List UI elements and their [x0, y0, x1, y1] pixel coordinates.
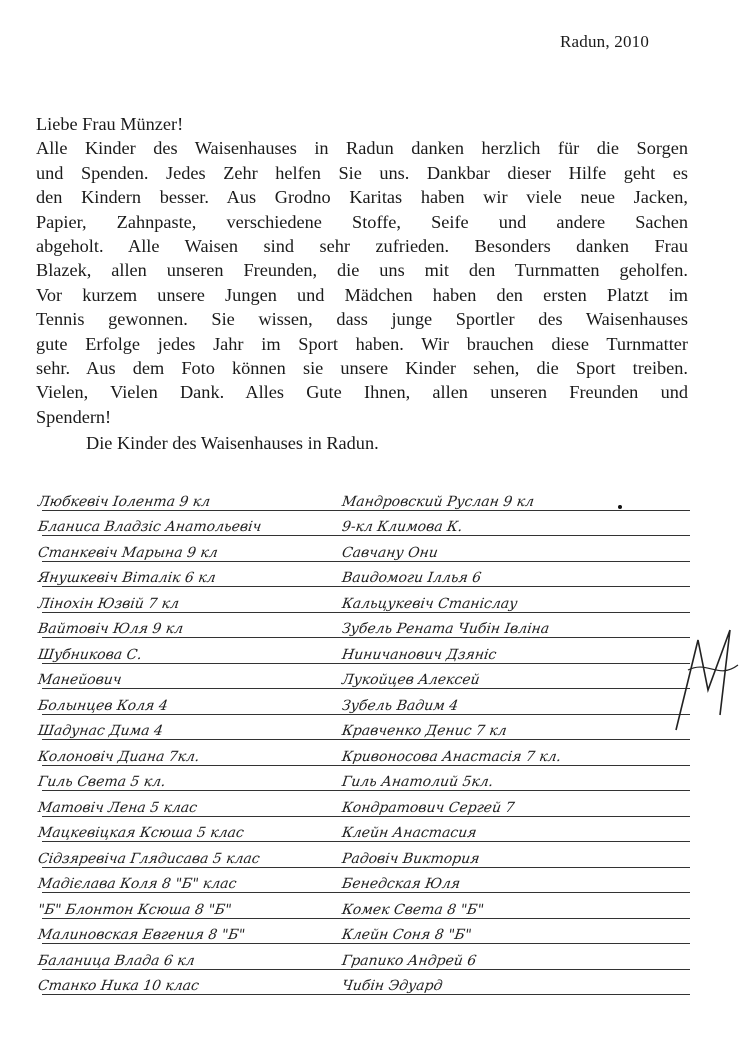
signature-left: Шубникова С.	[36, 646, 143, 663]
signature-right: Кондратович Сергей 7	[340, 799, 516, 816]
signature-right: Грапико Андрей 6	[340, 952, 478, 969]
letter-line: abgeholt. Alle Waisen sind sehr zufrieden. Besonders danken Frau	[36, 236, 688, 257]
signature-right: Бенедская Юля	[340, 876, 462, 892]
signature-row	[30, 845, 730, 871]
signature-rule	[42, 739, 690, 740]
signature-rule	[42, 790, 690, 791]
signature-row	[30, 565, 730, 591]
signature-row	[30, 769, 730, 795]
signature-row	[30, 692, 730, 718]
signature-right: Кривоносова Анастасія 7 кл.	[340, 748, 563, 765]
letter-body	[36, 112, 688, 456]
signature-left: Матовіч Лена 5 клас	[36, 799, 199, 816]
signature-rule	[42, 688, 690, 689]
signature-row	[30, 871, 730, 897]
signature-row	[30, 616, 730, 642]
signature-left: Манейович	[36, 672, 123, 688]
signature-row	[30, 947, 730, 973]
signature-left: Станко Ника 10 клас	[36, 978, 201, 994]
letter-line: sehr. Aus dem Foto können sie unsere Kinder sehen, die Sport treiben.	[36, 358, 688, 379]
signature-row	[30, 922, 730, 948]
signature-flourish-mark	[668, 620, 748, 740]
letter-signoff: Die Kinder des Waisenhauses in Radun.	[86, 433, 379, 454]
signature-left: Вайтовіч Юля 9 кл	[36, 621, 185, 637]
signature-left: Шадунас Дима 4	[36, 723, 165, 739]
signature-left: Любкевіч Іолента 9 кл	[36, 493, 212, 510]
signature-right: Кальцукевіч Станіслау	[340, 595, 519, 612]
signature-row	[30, 488, 730, 514]
signature-right: Гиль Анатолий 5кл.	[340, 774, 495, 790]
signature-rule	[42, 586, 690, 587]
signature-right: Ниничанович Дзяніс	[340, 646, 498, 663]
signature-left: Малиновская Евгения 8 "Б"	[36, 927, 247, 943]
signature-rule	[42, 841, 690, 842]
signature-right: Кравченко Денис 7 кл	[340, 723, 508, 739]
signature-row	[30, 973, 730, 999]
signature-row	[30, 718, 730, 744]
signature-list	[30, 488, 730, 1038]
letter-line: Spendern!	[36, 406, 112, 427]
signature-left: Станкевіч Марына 9 кл	[36, 544, 219, 561]
signature-left: Баланица Влада 6 кл	[36, 952, 196, 969]
signature-rule	[42, 943, 690, 944]
signature-right: Зубель Рената Чибін Івліна	[340, 621, 551, 637]
signature-right: Савчану Они	[340, 544, 439, 561]
letter-greeting: Liebe Frau Münzer!	[36, 114, 184, 134]
signature-right: Клейн Соня 8 "Б"	[340, 927, 473, 943]
signature-left: "Б" Блонтон Ксюша 8 "Б"	[36, 901, 233, 918]
signature-row	[30, 794, 730, 820]
letter-line: Blazek, allen unseren Freunden, die uns mit den Turnmatten geholfen.	[36, 260, 688, 281]
signature-rule	[42, 637, 690, 638]
signature-left: Бланиса Владзіс Анатольевіч	[36, 519, 263, 535]
letter-line: Papier, Zahnpaste, verschiedene Stoffe, Seife und andere Sachen	[36, 211, 688, 232]
signature-left: Гиль Света 5 кл.	[36, 774, 167, 790]
signature-right: Чибін Эдуард	[340, 978, 444, 994]
signature-left: Лінохін Юзвій 7 кл	[36, 595, 181, 612]
letter-line: und Spenden. Jedes Zehr helfen Sie uns. Dankbar dieser Hilfe geht es	[36, 162, 688, 183]
signature-row	[30, 667, 730, 693]
letter-line: den Kindern besser. Aus Grodno Karitas haben wir viele neue Jacken,	[36, 187, 688, 208]
place-date: Radun, 2010	[560, 32, 650, 51]
signature-row	[30, 820, 730, 846]
signature-rule	[42, 994, 690, 995]
letter-line: Vielen, Vielen Dank. Alles Gute Ihnen, allen unseren Freunden und	[36, 382, 688, 403]
signature-row	[30, 590, 730, 616]
signature-right: Мандровский Руслан 9 кл	[340, 493, 536, 510]
signature-left: Болынцев Коля 4	[36, 697, 169, 714]
signature-row	[30, 514, 730, 540]
signature-rule	[42, 535, 690, 536]
signature-left: Сідзяревіча Глядисава 5 клас	[36, 850, 261, 867]
ink-dot	[618, 505, 622, 509]
signature-row	[30, 641, 730, 667]
signature-right: Лукойцев Алексей	[340, 672, 481, 688]
signature-row	[30, 539, 730, 565]
letter-line: Tennis gewonnen. Sie wissen, dass junge Sportler des Waisenhauses	[36, 309, 688, 330]
signature-right: Клейн Анастасия	[340, 825, 478, 841]
letter-line: gute Erfolge jedes Jahr im Sport haben. Wir brauchen diese Turnmatter	[36, 333, 688, 354]
signature-right: Комек Света 8 "Б"	[340, 901, 485, 918]
signature-row	[30, 743, 730, 769]
letter-line: Alle Kinder des Waisenhauses in Radun danken herzlich für die Sorgen	[36, 138, 688, 159]
signature-left: Янушкевіч Віталік 6 кл	[36, 570, 217, 586]
letter-line: Vor kurzem unsere Jungen und Mädchen haben den ersten Platzt im	[36, 284, 688, 305]
signature-right: 9-кл Климова К.	[340, 519, 464, 535]
signature-left: Мацкевіцкая Ксюша 5 клас	[36, 825, 245, 841]
signature-row	[30, 896, 730, 922]
signature-left: Колоновіч Диана 7кл.	[36, 748, 201, 765]
signature-right: Зубель Вадим 4	[340, 697, 460, 714]
signature-right: Радовіч Виктория	[340, 850, 481, 867]
signature-left: Мадієлава Коля 8 "Б" клас	[36, 876, 238, 892]
signature-rule	[42, 892, 690, 893]
signature-right: Ваидомоги Іллья 6	[340, 570, 483, 586]
